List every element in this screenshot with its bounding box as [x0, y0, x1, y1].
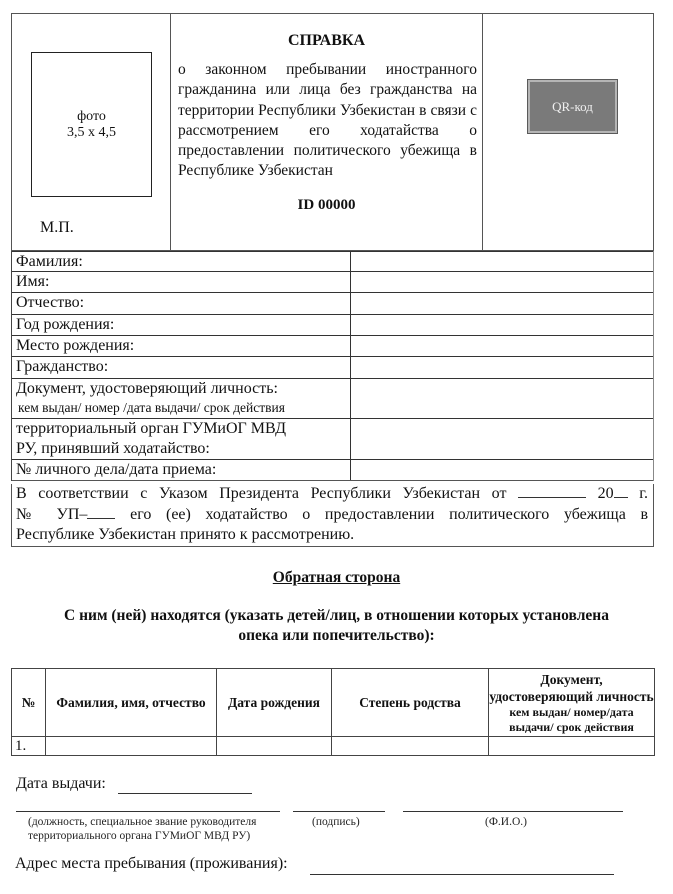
field-label: Имя: [12, 272, 351, 292]
decree-number-prefix: № УП– [16, 505, 88, 523]
field-label: Фамилия: [12, 252, 351, 271]
decree-number-blank[interactable] [87, 505, 115, 519]
cell-identity-document[interactable] [489, 737, 655, 756]
qr-code-placeholder [528, 80, 617, 133]
title-column [171, 14, 483, 250]
column-header-subtext: кем выдан/ номер/дата выдачи/ срок действия [509, 704, 634, 734]
document-subtitle: о законном пребывании иностранного гражданина или лица без гражданства на территории Республики Узбекистан в связи с рассмотрением его ходатайства о предоставлении политического убежища в Республике Узбекистан [178, 61, 477, 180]
field-row-case-number [12, 460, 653, 481]
decree-year-blank[interactable] [614, 484, 628, 498]
field-sublabel: кем выдан/ номер /дата выдачи/ срок действия [18, 400, 285, 415]
column-header-identity-document [489, 669, 655, 737]
field-label: Место рождения: [12, 336, 351, 356]
decree-statement [11, 484, 654, 547]
field-row-identity-document [12, 379, 653, 419]
qr-label: QR-код [552, 98, 593, 114]
field-row-birth-place [12, 336, 653, 357]
photo-label: фото [77, 108, 106, 124]
column-header-text: Документ, удостоверяющий личность [489, 671, 654, 704]
certificate-header [11, 13, 654, 251]
decree-date-blank[interactable] [518, 484, 586, 498]
companions-table-header [12, 669, 655, 737]
address-field[interactable] [310, 874, 614, 875]
decree-line-3: Республике Узбекистан принято к рассмотрению. [16, 526, 355, 543]
field-label: Отчество: [12, 293, 351, 314]
issue-date-field[interactable] [118, 793, 252, 794]
photo-placeholder [31, 52, 152, 197]
name-caption: (Ф.И.О.) [485, 816, 527, 828]
qr-column [483, 14, 654, 250]
field-row-birth-year [12, 315, 653, 336]
table-row [12, 737, 655, 756]
photo-column [12, 14, 171, 250]
column-header-full-name: Фамилия, имя, отчество [46, 669, 217, 737]
decree-text: его (ее) ходатайство о предоставлении политического убежища в [130, 505, 649, 523]
field-label: территориальный орган ГУМиОГ МВД РУ, принявший ходатайство: [12, 419, 351, 459]
field-value-birth-place[interactable] [351, 336, 653, 356]
field-row-territorial-body [12, 419, 653, 460]
field-value-birth-year[interactable] [351, 315, 653, 335]
field-row-citizenship [12, 357, 653, 379]
field-label: № личного дела/дата приема: [12, 460, 351, 480]
photo-size: 3,5 x 4,5 [67, 124, 116, 140]
field-value-patronymic[interactable] [351, 293, 653, 314]
signature-caption: (подпись) [312, 816, 360, 828]
document-id: ID 00000 [297, 197, 356, 213]
signature-line[interactable] [293, 811, 385, 812]
field-value-surname[interactable] [351, 252, 653, 271]
issue-date-label: Дата выдачи: [16, 775, 106, 792]
field-label [12, 379, 351, 418]
column-header-birth-date: Дата рождения [217, 669, 332, 737]
position-signature-line[interactable] [16, 811, 280, 812]
companions-table [11, 668, 655, 756]
cell-number: 1. [12, 737, 46, 756]
cell-relationship[interactable] [332, 737, 489, 756]
document-title: СПРАВКА [287, 32, 366, 49]
field-label: Год рождения: [12, 315, 351, 335]
personal-info-table [11, 251, 654, 481]
cell-full-name[interactable] [46, 737, 217, 756]
address-label: Адрес места пребывания (проживания): [15, 855, 288, 872]
field-label: Гражданство: [12, 357, 351, 378]
position-caption-line-2: территориального органа ГУМиОГ МВД РУ) [28, 830, 251, 842]
field-value-name[interactable] [351, 272, 653, 292]
reverse-side-title: Обратная сторона [272, 569, 401, 586]
field-row-surname [12, 251, 653, 272]
field-label-text: Документ, удостоверяющий личность: [16, 380, 278, 397]
column-header-relationship: Степень родства [332, 669, 489, 737]
decree-line-2 [16, 505, 648, 526]
position-caption-line-1: (должность, специальное звание руководителя [28, 816, 257, 828]
decree-year-prefix: 20 [597, 485, 614, 502]
column-header-number: № [12, 669, 46, 737]
decree-line-1 [16, 484, 648, 505]
field-value-territorial-body[interactable] [351, 419, 653, 459]
companions-heading: С ним (ней) находятся (указать детей/лиц, в отношении которых установлена опека или попечительство): [64, 607, 609, 644]
field-value-case-number[interactable] [351, 460, 653, 480]
cell-birth-date[interactable] [217, 737, 332, 756]
field-value-citizenship[interactable] [351, 357, 653, 378]
stamp-label: М.П. [40, 219, 74, 236]
field-row-patronymic [12, 293, 653, 315]
decree-text: В соответствии с Указом Президента Республики Узбекистан от [16, 485, 507, 502]
decree-year-suffix: г. [639, 485, 649, 502]
field-row-name [12, 272, 653, 293]
full-name-line[interactable] [403, 811, 623, 812]
position-caption [28, 815, 256, 843]
field-value-identity-document[interactable] [351, 379, 653, 418]
